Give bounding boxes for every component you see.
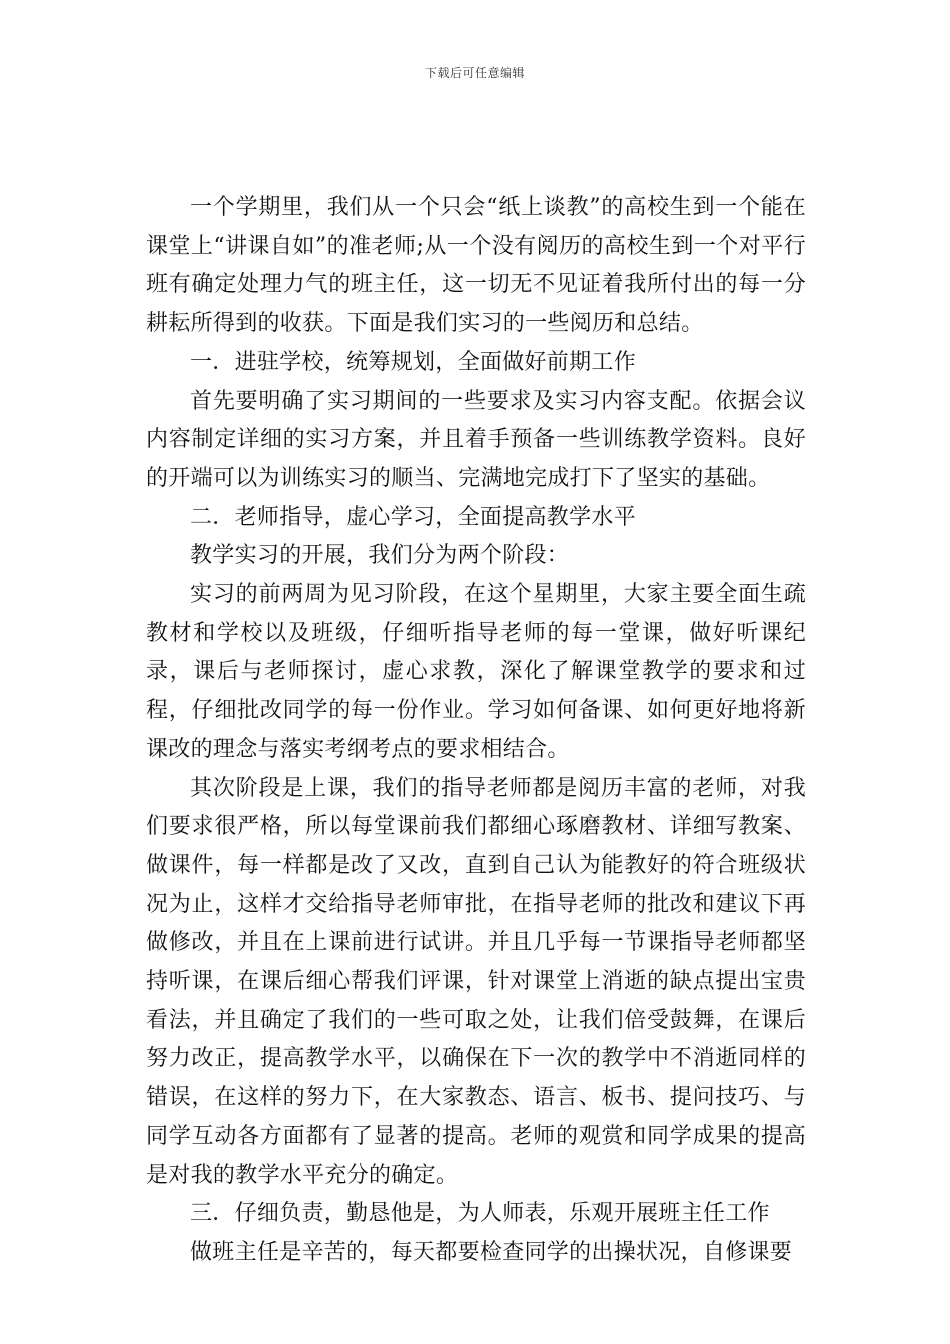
page-header: 下载后可任意编辑 bbox=[424, 66, 525, 80]
body-paragraph: 首先要明确了实习期间的一些要求及实习内容支配。依据会议内容制定详细的实习方案，并且着手预备一些训练教学资料。良好的开端可以为训练实习的顺当、完满地完成打下了坚实的基础。 bbox=[146, 388, 806, 491]
intro-paragraph: 一个学期里，我们从一个只会“纸上谈教”的高校生到一个能在课堂上“讲课自如”的准老师;从一个没有阅历的高校生到一个对平行班有确定处理力气的班主任，这一切无不见证着我所付出的每一分耕耘所得到的收获。下面是我们实习的一些阅历和总结。 bbox=[146, 195, 806, 337]
body-paragraph: 其次阶段是上课，我们的指导老师都是阅历丰富的老师，对我们要求很严格，所以每堂课前我们都细心琢磨教材、详细写教案、做课件，每一样都是改了又改，直到自己认为能教好的符合班级状况为止，这样才交给指导老师审批，在指导老师的批改和建议下再做修改，并且在上课前进行试讲。并且几乎每一节课指导老师都坚持听课，在课后细心帮我们评课，针对课堂上消逝的缺点提出宝贵看法，并且确定了我们的一些可取之处，让我们倍受鼓舞，在课后努力改正，提高教学水平，以确保在下一次的教学中不消逝同样的错误，在这样的努力下，在大家教态、语言、板书、提问技巧、与同学互动各方面都有了显著的提高。老师的观赏和同学成果的提高是对我的教学水平充分的确定。 bbox=[146, 775, 806, 1188]
body-paragraph: 实习的前两周为见习阶段，在这个星期里，大家主要全面生疏教材和学校以及班级，仔细听指导老师的每一堂课，做好听课纪录，课后与老师探讨，虚心求教，深化了解课堂教学的要求和过程，仔细批改同学的每一份作业。学习如何备课、如何更好地将新课改的理念与落实考纲考点的要求相结合。 bbox=[146, 582, 806, 762]
section-heading-1: 一．进驻学校，统筹规划，全面做好前期工作 bbox=[190, 349, 637, 375]
section-heading-3: 三．仔细负责，勤恳他是，为人师表，乐观开展班主任工作 bbox=[190, 1201, 770, 1227]
section-heading-2: 二．老师指导，虚心学习，全面提高教学水平 bbox=[190, 504, 637, 530]
body-paragraph: 做班主任是辛苦的，每天都要检查同学的出操状况，自修课要 bbox=[190, 1239, 793, 1265]
document-body bbox=[146, 189, 806, 1273]
body-paragraph: 教学实习的开展，我们分为两个阶段： bbox=[190, 543, 570, 569]
